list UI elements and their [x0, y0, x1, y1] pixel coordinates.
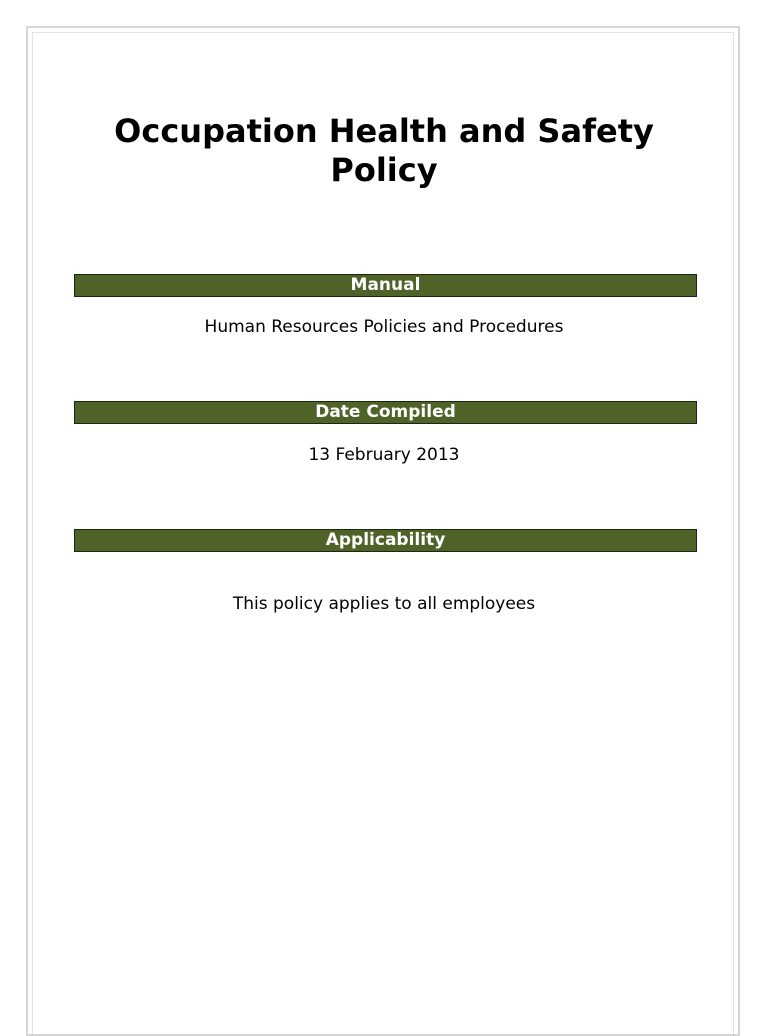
document-title-line-1: Occupation Health and Safety: [114, 112, 654, 150]
section-value-manual: Human Resources Policies and Procedures: [204, 317, 564, 337]
section-heading-manual: Manual: [74, 274, 697, 297]
section-value-date-compiled: 13 February 2013: [308, 445, 460, 465]
document-title-line-2: Policy: [330, 151, 438, 189]
section-heading-applicability: Applicability: [74, 529, 697, 552]
section-heading-date-compiled: Date Compiled: [74, 401, 697, 424]
section-value-applicability: This policy applies to all employees: [232, 594, 536, 614]
document-title: [0, 112, 768, 190]
